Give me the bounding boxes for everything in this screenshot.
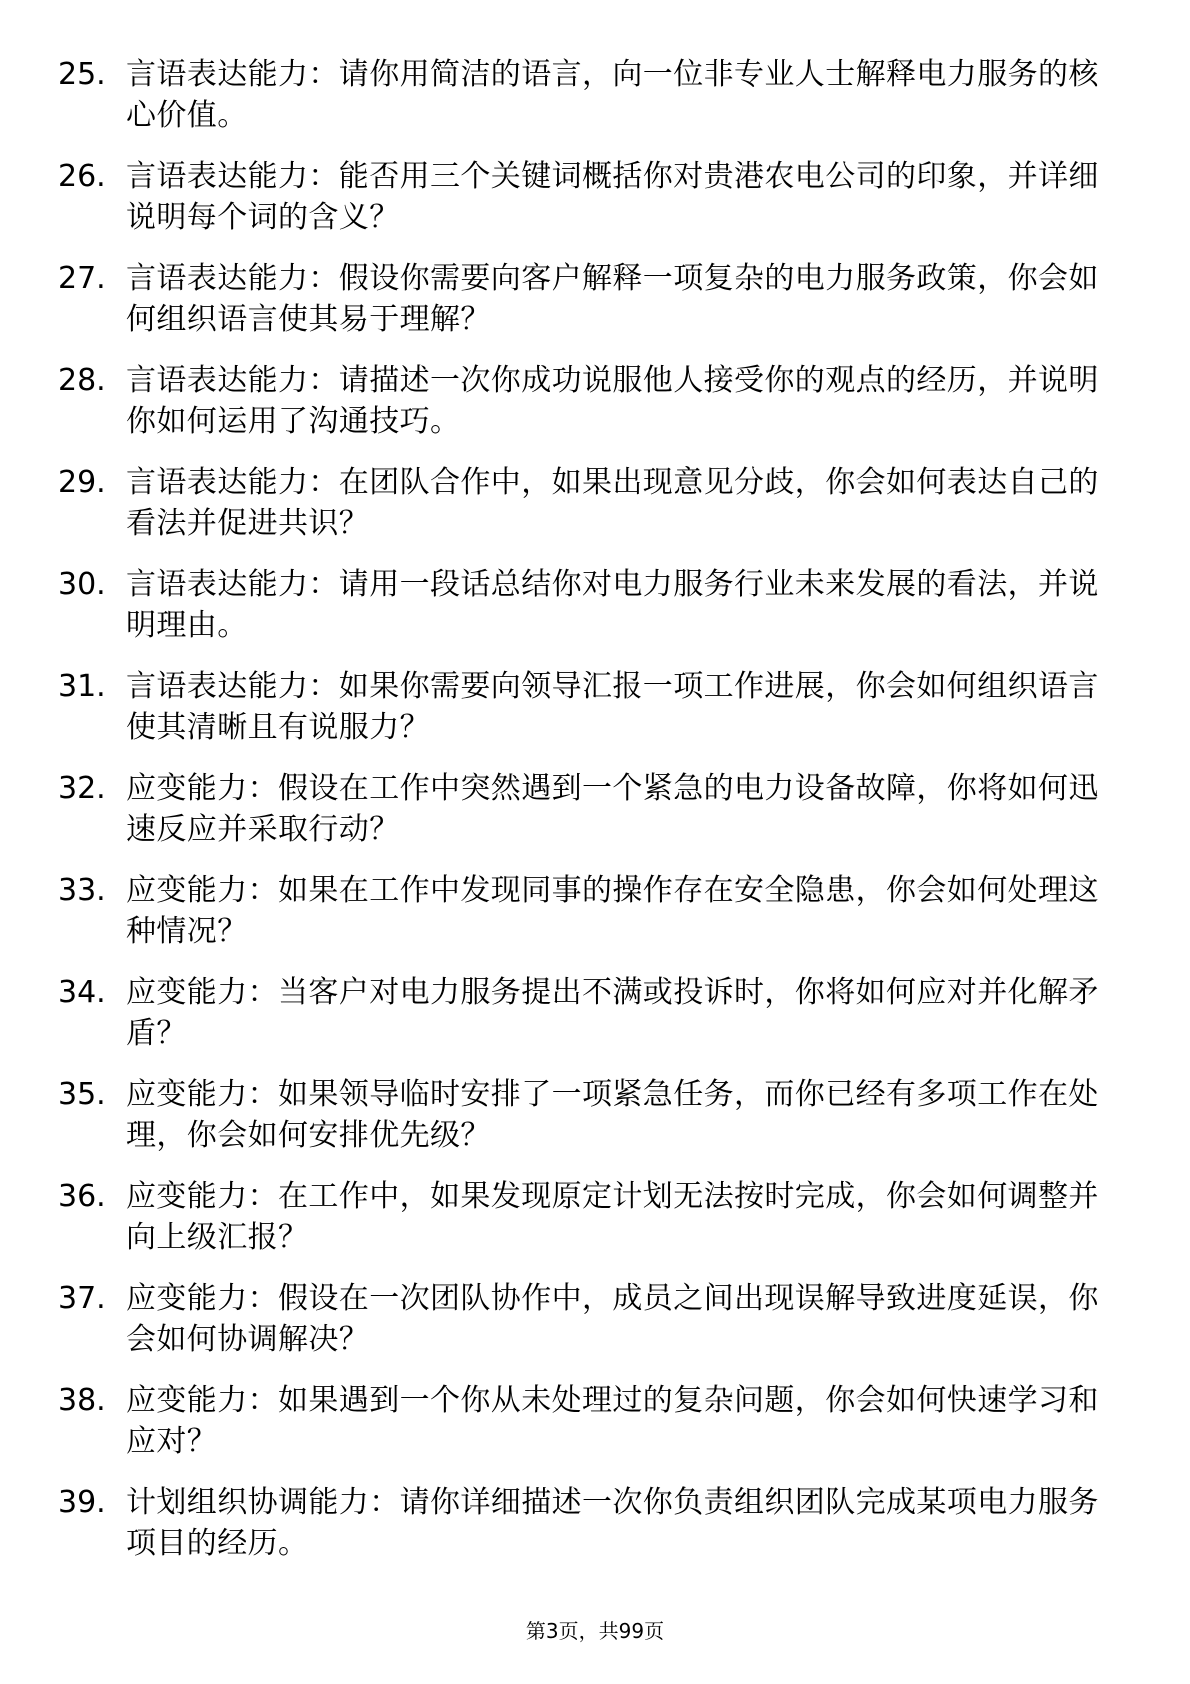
question-number: 37. — [58, 1281, 106, 1316]
question-text: 言语表达能力：请用一段话总结你对电力服务行业未来发展的看法，并说明理由。 — [126, 567, 1099, 643]
question-item — [58, 1176, 1118, 1278]
question-text: 应变能力：在工作中，如果发现原定计划无法按时完成，你会如何调整并向上级汇报？ — [126, 1179, 1099, 1255]
question-item — [58, 156, 1118, 258]
question-item — [58, 972, 1118, 1074]
question-number: 34. — [58, 975, 106, 1010]
question-item — [58, 1278, 1118, 1380]
question-text: 言语表达能力：请你用简洁的语言，向一位非专业人士解释电力服务的核心价值。 — [126, 57, 1099, 133]
question-text: 应变能力：如果遇到一个你从未处理过的复杂问题，你会如何快速学习和应对？ — [126, 1383, 1099, 1459]
question-number: 35. — [58, 1077, 106, 1112]
question-text: 言语表达能力：能否用三个关键词概括你对贵港农电公司的印象，并详细说明每个词的含义？ — [126, 159, 1099, 235]
question-text: 言语表达能力：假设你需要向客户解释一项复杂的电力服务政策，你会如何组织语言使其易于理解？ — [126, 261, 1099, 337]
question-number: 31. — [58, 669, 106, 704]
question-item — [58, 54, 1118, 156]
question-text: 应变能力：如果在工作中发现同事的操作存在安全隐患，你会如何处理这种情况？ — [126, 873, 1099, 949]
question-number: 26. — [58, 159, 106, 194]
question-item — [58, 1380, 1118, 1482]
question-text: 言语表达能力：在团队合作中，如果出现意见分歧，你会如何表达自己的看法并促进共识？ — [126, 465, 1099, 541]
question-item — [58, 768, 1118, 870]
question-number: 25. — [58, 57, 106, 92]
question-number: 36. — [58, 1179, 106, 1214]
question-text: 应变能力：假设在工作中突然遇到一个紧急的电力设备故障，你将如何迅速反应并采取行动？ — [126, 771, 1099, 847]
question-item — [58, 1482, 1118, 1584]
question-item — [58, 1074, 1118, 1176]
question-number: 30. — [58, 567, 106, 602]
question-text: 计划组织协调能力：请你详细描述一次你负责组织团队完成某项电力服务项目的经历。 — [126, 1485, 1099, 1561]
question-item — [58, 870, 1118, 972]
question-number: 39. — [58, 1485, 106, 1520]
question-number: 29. — [58, 465, 106, 500]
question-item — [58, 666, 1118, 768]
question-text: 言语表达能力：请描述一次你成功说服他人接受你的观点的经历，并说明你如何运用了沟通技巧。 — [126, 363, 1099, 439]
question-number: 28. — [58, 363, 106, 398]
question-number: 33. — [58, 873, 106, 908]
question-number: 27. — [58, 261, 106, 296]
question-item — [58, 360, 1118, 462]
page-footer: 第3页，共99页 — [525, 1619, 665, 1643]
question-text: 应变能力：如果领导临时安排了一项紧急任务，而你已经有多项工作在处理，你会如何安排优先级？ — [126, 1077, 1099, 1153]
question-item — [58, 258, 1118, 360]
question-text: 应变能力：当客户对电力服务提出不满或投诉时，你将如何应对并化解矛盾？ — [126, 975, 1099, 1051]
question-text: 言语表达能力：如果你需要向领导汇报一项工作进展，你会如何组织语言使其清晰且有说服力？ — [126, 669, 1099, 745]
question-item — [58, 564, 1118, 666]
question-list — [58, 54, 1118, 1584]
question-text: 应变能力：假设在一次团队协作中，成员之间出现误解导致进度延误，你会如何协调解决？ — [126, 1281, 1099, 1357]
question-number: 32. — [58, 771, 106, 806]
question-number: 38. — [58, 1383, 106, 1418]
question-item — [58, 462, 1118, 564]
